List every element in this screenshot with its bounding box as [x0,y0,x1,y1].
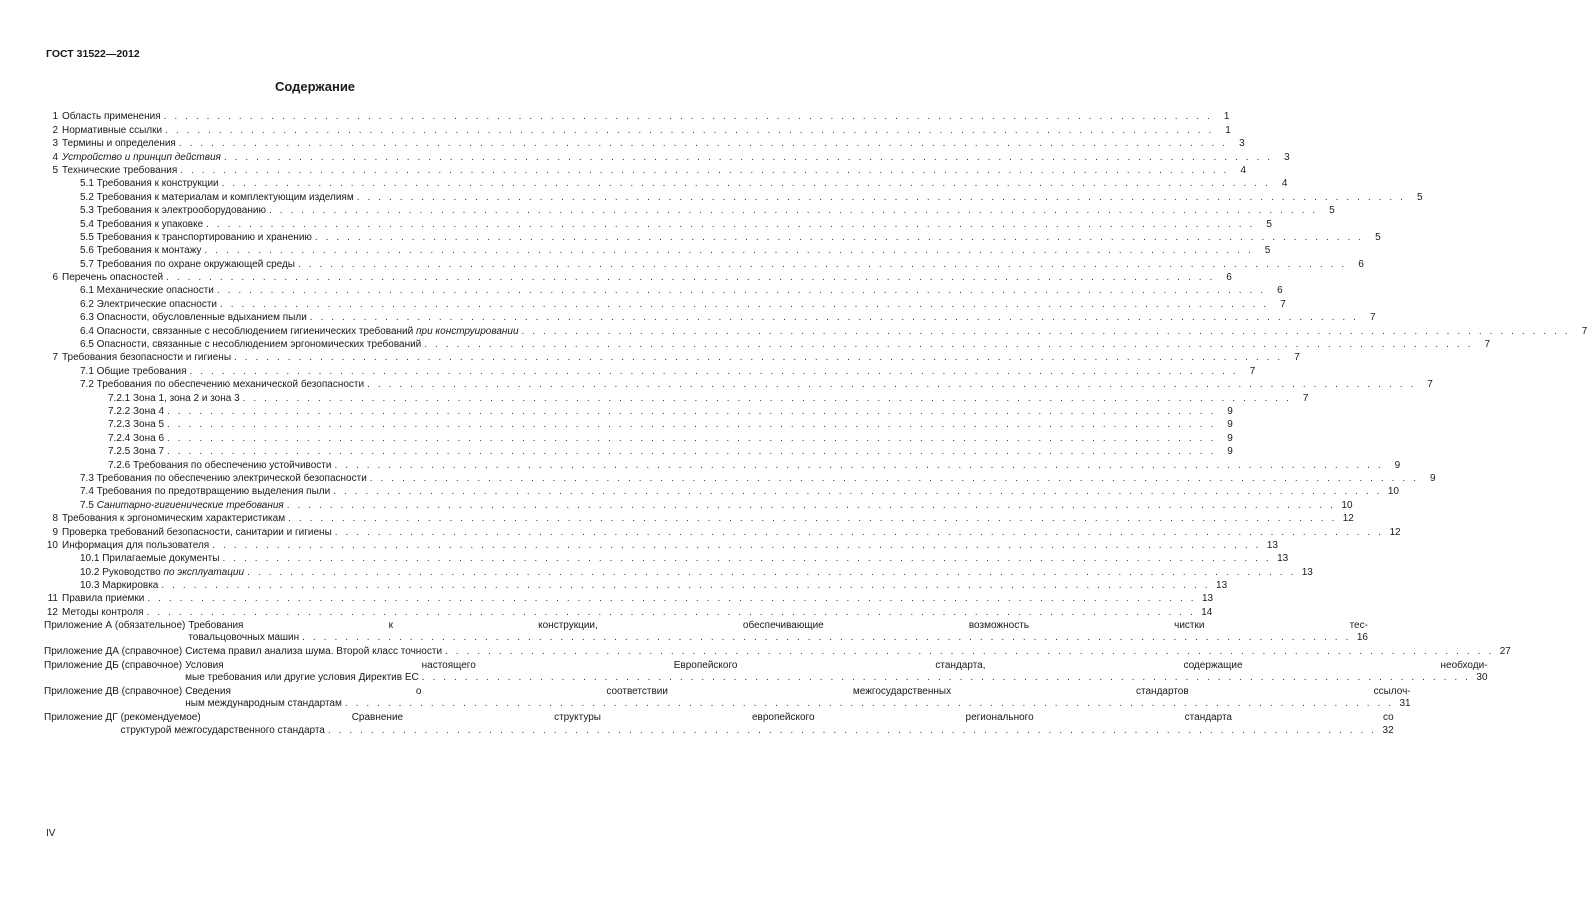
toc-entry-page: 7 [1249,365,1256,377]
toc-entry[interactable] [44,297,1286,310]
appendix-title-line1: Сведения о соответствии межгосударственных стандартов ссылоч- [185,685,1411,697]
toc-entry-title: 10.1 Прилагаемые документы [80,553,220,565]
dot-leader [522,326,1571,338]
dot-leader [179,138,1228,150]
toc-entry-title: 10.3 Маркировка [80,580,159,592]
toc-entry-title: Информация для пользователя [62,539,210,551]
toc-entry-title: 5.5 Требования к транспортированию и хранению [80,231,312,243]
dot-leader [310,312,1359,324]
dot-leader [167,419,1216,431]
dot-leader [165,125,1214,137]
dot-leader [345,698,1394,711]
standard-designation: ГОСТ 31522—2012 [46,48,140,60]
toc-entry-title: 7.3 Требования по обеспечению электрической безопасности [80,472,367,484]
toc-entry-title: 7.2.1 Зона 1, зона 2 и зона 3 [108,392,240,404]
toc-entry-title: 10.2 Руководство по эксплуатации [80,566,245,578]
dot-leader [167,433,1216,445]
toc-entry[interactable] [44,244,1271,257]
appendix-label: Приложение ДГ [44,712,118,723]
dot-leader [166,272,1215,284]
toc-entry-number: 10 [46,539,58,551]
appendix-label: Приложение А (обязательное) [44,619,186,631]
toc-entry-title-italic: Санитарно-гигиенические требования [96,499,284,511]
toc-entry-title: Область применения [62,111,161,123]
toc-entry-title: 7.2.4 Зона 6 [108,432,165,444]
toc-entry-page: 10 [1387,486,1399,498]
toc-entry-page: 5 [1266,218,1272,230]
toc-entry[interactable] [44,565,1313,578]
dot-leader [302,632,1351,645]
toc-entry-page: 1 [1225,124,1231,136]
toc-entry[interactable] [44,525,1401,538]
toc-entry-title-italic: по эксплуатации [163,566,245,578]
dot-leader [147,607,1196,619]
dot-leader [212,540,1261,552]
dot-leader [370,473,1419,485]
toc-entry-page: 6 [1277,285,1283,297]
toc-entry-number: 3 [52,138,58,150]
appendix-label: Приложение ДБ (справочное) [44,659,183,671]
toc-entry[interactable] [44,485,1399,498]
toc-entry-page: 3 [1239,138,1245,150]
toc-entry-page: 5 [1264,245,1271,257]
toc-entry-page: 7 [1370,312,1376,324]
dot-leader [167,406,1216,418]
dot-leader [357,192,1406,204]
toc-entry-title: Перечень опасностей [62,272,164,284]
dot-leader [367,379,1416,391]
toc-entry-page: 12 [1389,526,1401,538]
appendix-title-line2: ным международным стандартам [185,698,342,710]
appendix-page: 27 [1499,646,1511,658]
appendix-page: 32 [1382,724,1394,736]
toc-entry[interactable] [44,552,1289,565]
toc-entry-page: 6 [1358,258,1364,270]
toc-entry-title: Технические требования [62,164,178,176]
toc-entry[interactable] [44,592,1214,605]
toc-appendix-entry[interactable] [44,659,1488,685]
toc-entry[interactable] [44,445,1233,458]
toc-entry-page: 1 [1223,111,1230,123]
toc-entry-number: 11 [47,593,58,605]
toc-entry-page: 13 [1277,553,1289,565]
appendix-label: Приложение ДА (справочное) [44,646,183,658]
toc-entry-title: Требования безопасности и гигиены [62,352,232,364]
dot-leader [224,152,1273,164]
toc-entry-page: 13 [1202,593,1214,605]
toc-entry-title: Проверка требований безопасности, санитарии и гигиены [62,526,332,538]
toc-entry-page: 12 [1342,513,1354,525]
toc-entry-title: 6.3 Опасности, обусловленные вдыханием пыли [80,312,307,324]
toc-entry-title: 5.1 Требования к конструкции [80,178,219,190]
toc-entry[interactable] [44,204,1335,217]
dot-leader [333,486,1382,498]
toc-entry-page: 9 [1430,472,1436,484]
page-number: IV [46,828,56,839]
toc-entry-page: 7 [1427,379,1433,391]
toc-entry-page: 4 [1281,178,1288,190]
toc-entry[interactable] [44,123,1231,136]
toc-entry-title: 5.3 Требования к электрооборудованию [80,205,266,217]
toc-entry-title: Нормативные ссылки [62,124,163,136]
toc-entry[interactable] [44,512,1354,525]
toc-entry[interactable] [44,431,1233,444]
toc-entry-title: 7.2.6 Требования по обеспечению устойчивости [108,459,332,471]
appendix-title-line1: (рекомендуемое) Сравнение структуры европейского регионального стандарта со [120,712,1394,723]
toc-entry-title: 5.6 Требования к монтажу [80,245,202,257]
toc-entry[interactable] [44,405,1233,418]
toc-entry-page: 7 [1581,325,1587,337]
toc-entry-title: 7.4 Требования по предотвращению выделения пыли [80,486,331,498]
dot-leader [164,111,1213,123]
toc-entry-title: 7.2.2 Зона 4 [108,405,165,417]
toc-entry[interactable] [44,539,1278,552]
toc-entry-title: 7.2.3 Зона 5 [108,419,165,431]
toc-entry-page: 7 [1302,392,1309,404]
toc-entry-page: 9 [1394,459,1401,471]
dot-leader [190,366,1239,378]
toc-entry[interactable] [44,150,1290,163]
dot-leader [335,527,1384,539]
toc-entry-title: 7.5 Санитарно-гигиенические требования [80,499,284,511]
dot-leader [205,245,1254,257]
toc-entry-number: 7 [52,352,58,364]
dot-leader [206,219,1255,231]
toc-entry[interactable] [44,177,1288,190]
toc-entry-page: 9 [1227,405,1233,417]
dot-leader [247,567,1296,579]
dot-leader [161,580,1210,592]
toc-entry-page: 3 [1284,151,1290,163]
dot-leader [287,500,1336,512]
dot-leader [222,178,1271,190]
toc-entry[interactable] [44,257,1364,270]
toc-entry-title: 6.2 Электрические опасности [80,298,218,310]
toc-entry-title: 5.2 Требования к материалам и комплектующим изделиям [80,191,354,203]
toc-entry-title: Методы контроля [62,606,144,618]
dot-leader [217,285,1266,297]
toc-entry-number: 4 [52,151,58,163]
appendix-title-line2: мые требования или другие условия Директив ЕС [185,672,419,684]
toc-entry-title: 5.7 Требования по охране окружающей среды [80,258,295,270]
dot-leader [167,446,1216,458]
toc-entry-page: 9 [1227,419,1233,431]
dot-leader [243,393,1292,405]
toc-appendix-entry[interactable] [44,646,1511,659]
toc-entry[interactable] [44,579,1228,592]
toc-entry[interactable] [44,378,1433,391]
toc-entry[interactable] [44,418,1233,431]
dot-leader [298,259,1347,271]
toc-entry-page: 13 [1216,580,1228,592]
toc-entry[interactable] [44,190,1423,203]
toc-entry-number: 6 [52,272,58,284]
toc-entry[interactable] [44,231,1381,244]
toc-entry-page: 5 [1375,231,1381,243]
dot-leader [147,593,1196,605]
toc-entry-title: 6.1 Механические опасности [80,285,214,297]
toc-entry-title: 7.2 Требования по обеспечению механической безопасности [80,379,365,391]
dot-leader [422,672,1471,685]
toc-entry[interactable] [44,605,1213,618]
toc-entry-title: Устройство и принцип действия [62,151,221,163]
toc-entry-page: 7 [1484,339,1491,351]
dot-leader [234,352,1283,364]
toc-entry-page: 13 [1301,566,1313,578]
dot-leader [445,646,1494,659]
toc-entry-number: 12 [46,606,58,618]
dot-leader [269,205,1318,217]
toc-entry-number: 8 [52,513,58,525]
appendix-page: 30 [1476,672,1488,684]
toc-entry-page: 14 [1201,606,1213,618]
appendix-title-line1: Требования к конструкции, обеспечивающие возможность чистки тес- [188,619,1368,631]
toc-entry-number: 1 [52,111,58,123]
toc-entry-page: 4 [1240,164,1247,176]
toc-entry-page: 5 [1416,191,1423,203]
page-title: Содержание [274,79,356,94]
toc-entry[interactable] [44,311,1376,324]
toc-entry-title: Термины и определения [62,138,176,150]
toc-entry[interactable] [44,284,1283,297]
dot-leader [288,513,1337,525]
appendix-page: 31 [1399,698,1411,710]
toc-entry[interactable] [44,164,1247,177]
toc-entry[interactable] [44,364,1256,377]
toc-entry[interactable] [44,338,1491,351]
dot-leader [222,553,1271,565]
toc-entry[interactable] [44,458,1401,471]
toc-entry-number: 5 [52,164,58,176]
dot-leader [328,725,1377,738]
toc-appendix-entry[interactable] [44,619,1368,645]
appendix-label: Приложение ДВ (справочное) [44,685,183,697]
toc-entry[interactable] [44,271,1232,284]
dot-leader [180,165,1229,177]
toc-entry[interactable] [44,324,1587,337]
toc-entry-title: Требования к эргономическим характеристикам [62,513,286,525]
toc-entry-page: 9 [1227,432,1233,444]
toc-entry[interactable] [44,472,1436,485]
toc-entry-title: 5.4 Требования к упаковке [80,218,204,230]
toc-entry-page: 7 [1280,298,1286,310]
dot-leader [334,460,1383,472]
toc-entry[interactable] [44,137,1245,150]
toc-entry[interactable] [44,110,1230,123]
toc-entry-title: 7.1 Общие требования [80,365,187,377]
toc-entry-title: Правила приемки [62,593,145,605]
table-of-contents [44,110,1587,737]
toc-appendix-entry[interactable] [44,685,1411,711]
toc-entry-page: 10 [1341,499,1353,511]
appendix-title-line2: структурой межгосударственного стандарта [120,724,325,736]
toc-entry[interactable] [44,351,1300,364]
dot-leader [424,339,1473,351]
toc-entry[interactable] [44,498,1353,511]
dot-leader [315,232,1364,244]
toc-entry[interactable] [44,217,1272,230]
toc-entry-title: 6.4 Опасности, связанные с несоблюдением гигиенических требований при конструировании [80,325,519,337]
toc-entry-page: 9 [1227,446,1233,458]
toc-entry-number: 9 [52,526,58,538]
toc-entry-title: 7.2.5 Зона 7 [108,446,165,458]
toc-entry-page: 7 [1294,352,1300,364]
toc-entry-number: 2 [52,124,58,136]
toc-entry-title: 6.5 Опасности, связанные с несоблюдением эргономических требований [80,339,422,351]
toc-entry-page: 6 [1226,272,1232,284]
toc-entry-page: 13 [1266,539,1278,551]
toc-appendix-entry[interactable] [44,712,1394,737]
toc-entry[interactable] [44,391,1309,404]
toc-entry-page: 5 [1329,205,1335,217]
appendix-title-line1: Условия настоящего Европейского стандарта, содержащие необходи- [185,659,1488,671]
appendix-title-line2: Система правил анализа шума. Второй класс точности [185,646,443,658]
appendix-title-line2: товальцовочных машин [188,632,300,644]
toc-entry-title-italic: при конструировании [416,325,519,337]
appendix-page: 16 [1356,632,1368,644]
dot-leader [220,299,1269,311]
